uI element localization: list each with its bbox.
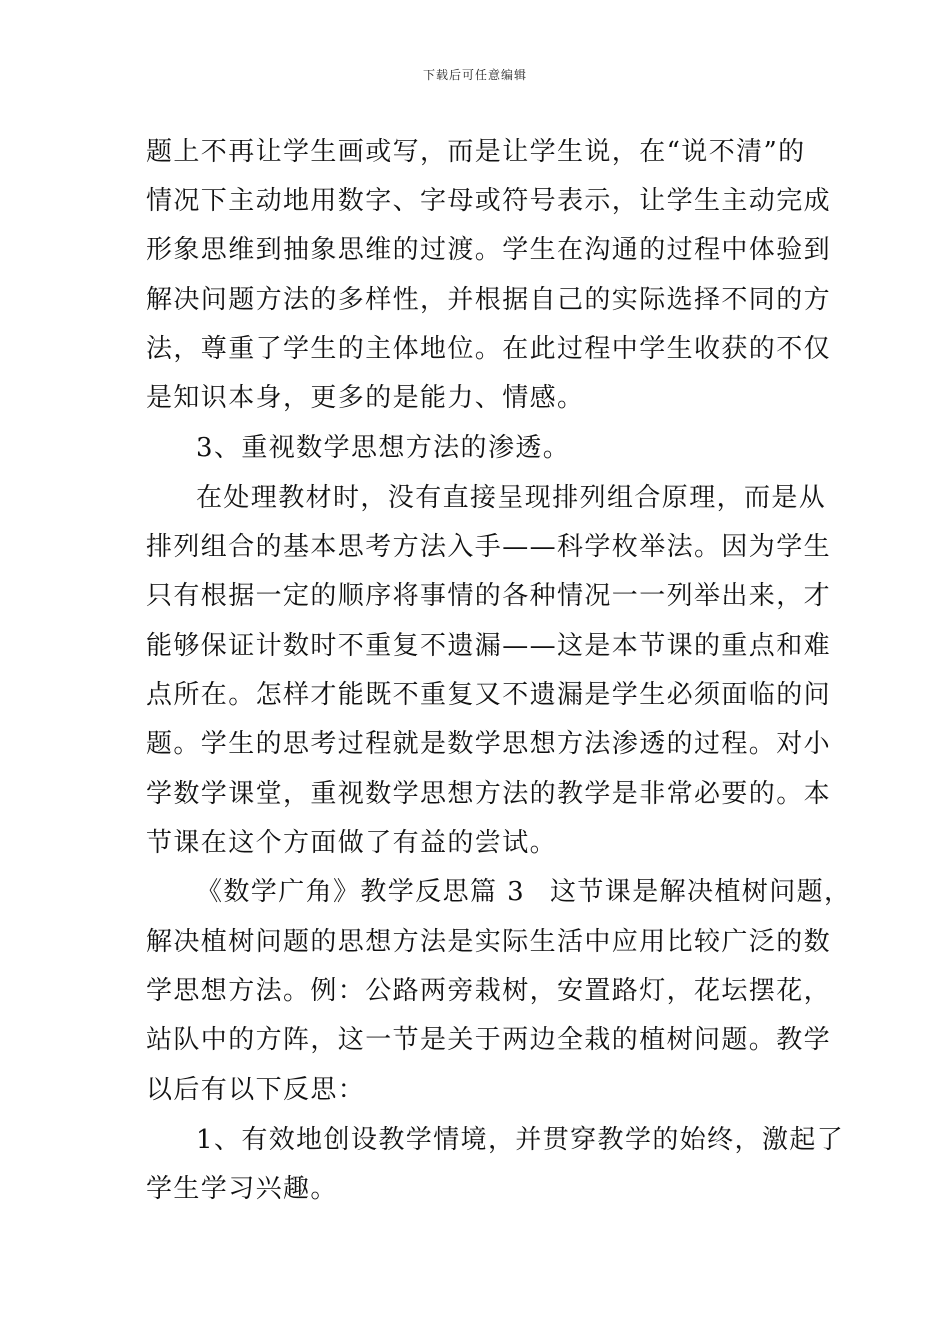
body-line: 能够保证计数时不重复不遗漏——这是本节课的重点和难 <box>146 631 832 661</box>
section-heading: 3、重视数学思想方法的渗透。 <box>196 433 571 463</box>
page-header-note: 下载后可任意编辑 <box>422 68 527 82</box>
body-line: 解决问题方法的多样性，并根据自己的实际选择不同的方 <box>146 285 832 315</box>
body-line: 排列组合的基本思考方法入手——科学枚举法。因为学生 <box>146 532 832 562</box>
body-line: 情况下主动地用数字、字母或符号表示，让学生主动完成 <box>146 186 832 216</box>
body-line: 是知识本身，更多的是能力、情感。 <box>146 383 585 413</box>
body-line: 学数学课堂，重视数学思想方法的教学是非常必要的。本 <box>146 779 832 809</box>
body-line: 以后有以下反思： <box>146 1075 366 1105</box>
body-line: 解决植树问题的思想方法是实际生活中应用比较广泛的数 <box>146 927 832 957</box>
body-line: 学生学习兴趣。 <box>146 1174 338 1204</box>
paragraph-first-line: 在处理教材时，没有直接呈现排列组合原理，而是从 <box>196 483 827 513</box>
body-line: 点所在。怎样才能既不重复又不遗漏是学生必须面临的问 <box>146 680 832 710</box>
body-line: 节课在这个方面做了有益的尝试。 <box>146 828 558 858</box>
body-line: 题。学生的思考过程就是数学思想方法渗透的过程。对小 <box>146 729 832 759</box>
list-item: 1、有效地创设教学情境，并贯穿教学的始终，激起了 <box>196 1125 845 1155</box>
paragraph-first-line: 这节课是解决植树问题， <box>550 877 852 907</box>
body-line: 只有根据一定的顺序将事情的各种情况一一列举出来，才 <box>146 581 832 611</box>
body-line: 题上不再让学生画或写，而是让学生说，在“说不清”的 <box>146 137 806 167</box>
body-line: 形象思维到抽象思维的过渡。学生在沟通的过程中体验到 <box>146 235 832 265</box>
body-line: 站队中的方阵，这一节是关于两边全栽的植树问题。教学 <box>146 1025 832 1055</box>
body-line: 学思想方法。例：公路两旁栽树，安置路灯，花坛摆花， <box>146 976 832 1006</box>
body-line: 法，尊重了学生的主体地位。在此过程中学生收获的不仅 <box>146 334 832 364</box>
article-title: 《数学广角》教学反思篇 3 <box>196 877 526 907</box>
